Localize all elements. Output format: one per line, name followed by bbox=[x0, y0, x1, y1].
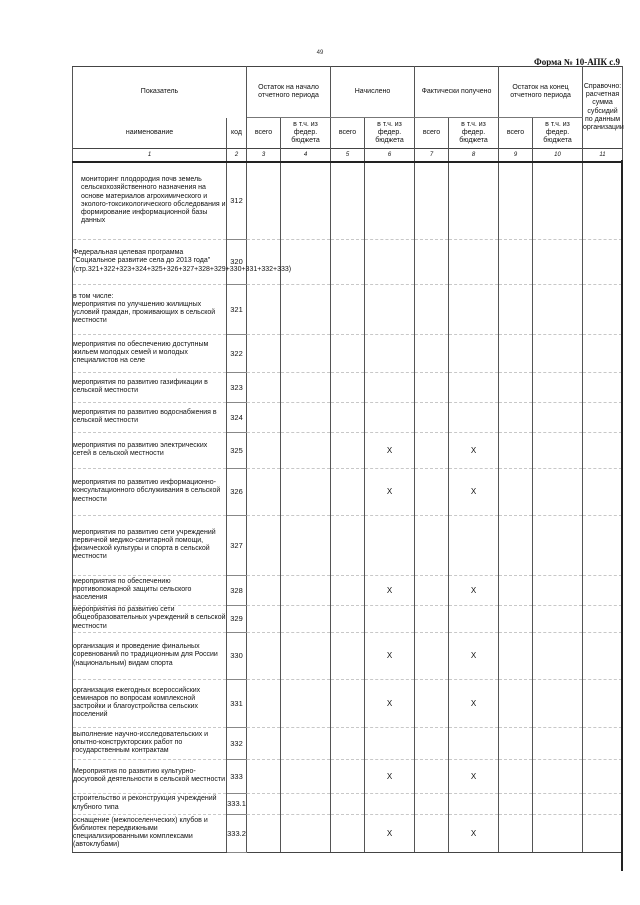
value-cell-col-11 bbox=[583, 814, 623, 852]
value-cell-col-6: X bbox=[365, 575, 415, 605]
value-cell-col-6: X bbox=[365, 759, 415, 793]
value-cell-col-4 bbox=[281, 432, 331, 468]
table-row bbox=[73, 515, 623, 575]
value-cell-col-7 bbox=[415, 372, 449, 402]
row-name: Федеральная целевая программа "Социальное развитие села до 2013 года" (стр.321+322+323+324+325+326+327+328+329+330+331+332+333) bbox=[73, 239, 227, 284]
value-cell-col-8 bbox=[449, 334, 499, 372]
federal-header: в т.ч. из федер. бюджета bbox=[449, 118, 499, 149]
value-cell-col-5 bbox=[331, 632, 365, 679]
value-cell-col-6 bbox=[365, 727, 415, 759]
federal-header: в т.ч. из федер. бюджета bbox=[365, 118, 415, 149]
value-cell-col-8 bbox=[449, 402, 499, 432]
row-name: мероприятия по обеспечению доступным жильем молодых семей и молодых специалистов на селе bbox=[73, 334, 227, 372]
row-code: 327 bbox=[227, 515, 247, 575]
value-cell-col-10 bbox=[533, 759, 583, 793]
value-cell-col-8 bbox=[449, 239, 499, 284]
column-number: 2 bbox=[227, 149, 247, 163]
value-cell-col-4 bbox=[281, 632, 331, 679]
value-cell-col-8 bbox=[449, 793, 499, 814]
value-cell-col-11 bbox=[583, 632, 623, 679]
value-cell-col-4 bbox=[281, 515, 331, 575]
value-cell-col-11 bbox=[583, 679, 623, 727]
column-number: 7 bbox=[415, 149, 449, 163]
value-cell-col-5 bbox=[331, 162, 365, 239]
value-cell-col-3 bbox=[247, 515, 281, 575]
table-row bbox=[73, 402, 623, 432]
column-number: 9 bbox=[499, 149, 533, 163]
value-cell-col-9 bbox=[499, 468, 533, 515]
value-cell-col-4 bbox=[281, 372, 331, 402]
value-cell-col-8 bbox=[449, 284, 499, 334]
value-cell-col-7 bbox=[415, 632, 449, 679]
rows-body bbox=[73, 162, 623, 852]
value-cell-col-5 bbox=[331, 575, 365, 605]
value-cell-col-10 bbox=[533, 575, 583, 605]
total-header: всего bbox=[331, 118, 365, 149]
value-cell-col-5 bbox=[331, 727, 365, 759]
value-cell-col-4 bbox=[281, 759, 331, 793]
value-cell-col-9 bbox=[499, 372, 533, 402]
received-header: Фактически получено bbox=[415, 67, 499, 118]
row-name: строительство и реконструкция учреждений клубного типа bbox=[73, 793, 227, 814]
row-code: 331 bbox=[227, 679, 247, 727]
row-code: 329 bbox=[227, 605, 247, 632]
value-cell-col-10 bbox=[533, 632, 583, 679]
value-cell-col-5 bbox=[331, 432, 365, 468]
row-code: 332 bbox=[227, 727, 247, 759]
column-number: 10 bbox=[533, 149, 583, 163]
row-code: 333.1 bbox=[227, 793, 247, 814]
value-cell-col-4 bbox=[281, 402, 331, 432]
table-row bbox=[73, 759, 623, 793]
value-cell-col-3 bbox=[247, 605, 281, 632]
value-cell-col-7 bbox=[415, 759, 449, 793]
page-number: 49 bbox=[316, 50, 324, 56]
value-cell-col-7 bbox=[415, 727, 449, 759]
value-cell-col-7 bbox=[415, 432, 449, 468]
value-cell-col-3 bbox=[247, 432, 281, 468]
value-cell-col-11 bbox=[583, 515, 623, 575]
value-cell-col-9 bbox=[499, 515, 533, 575]
value-cell-col-6 bbox=[365, 239, 415, 284]
value-cell-col-4 bbox=[281, 679, 331, 727]
row-name: оснащение (межпоселенческих) клубов и библиотек передвижными специализированными комплексами (автоклубами) bbox=[73, 814, 227, 852]
value-cell-col-9 bbox=[499, 793, 533, 814]
value-cell-col-10 bbox=[533, 727, 583, 759]
value-cell-col-7 bbox=[415, 793, 449, 814]
value-cell-col-10 bbox=[533, 239, 583, 284]
row-code: 320 bbox=[227, 239, 247, 284]
row-code: 322 bbox=[227, 334, 247, 372]
value-cell-col-11 bbox=[583, 727, 623, 759]
value-cell-col-10 bbox=[533, 372, 583, 402]
value-cell-col-11 bbox=[583, 759, 623, 793]
table-row bbox=[73, 575, 623, 605]
value-cell-col-8 bbox=[449, 162, 499, 239]
form-label: Форма № 10-АПК с.9 bbox=[533, 57, 620, 67]
value-cell-col-5 bbox=[331, 334, 365, 372]
value-cell-col-11 bbox=[583, 793, 623, 814]
value-cell-col-3 bbox=[247, 162, 281, 239]
value-cell-col-7 bbox=[415, 679, 449, 727]
row-name: мероприятия по развитию сети общеобразовательных учреждений в сельской местности bbox=[73, 605, 227, 632]
column-number: 11 bbox=[583, 149, 623, 163]
column-number: 1 bbox=[73, 149, 227, 163]
row-code: 333.2 bbox=[227, 814, 247, 852]
value-cell-col-6 bbox=[365, 402, 415, 432]
accrued-header: Начислено bbox=[331, 67, 415, 118]
value-cell-col-11 bbox=[583, 162, 623, 239]
value-cell-col-8: X bbox=[449, 632, 499, 679]
frame-line bbox=[621, 160, 623, 871]
value-cell-col-6: X bbox=[365, 468, 415, 515]
value-cell-col-3 bbox=[247, 793, 281, 814]
table-row bbox=[73, 162, 623, 239]
value-cell-col-6: X bbox=[365, 814, 415, 852]
value-cell-col-4 bbox=[281, 793, 331, 814]
value-cell-col-6 bbox=[365, 793, 415, 814]
name-header: наименование bbox=[73, 118, 227, 149]
value-cell-col-10 bbox=[533, 162, 583, 239]
row-name: выполнение научно-исследовательских и опытно-конструкторских работ по государственным контрактам bbox=[73, 727, 227, 759]
row-code: 321 bbox=[227, 284, 247, 334]
value-cell-col-10 bbox=[533, 402, 583, 432]
value-cell-col-11 bbox=[583, 402, 623, 432]
value-cell-col-3 bbox=[247, 727, 281, 759]
value-cell-col-4 bbox=[281, 162, 331, 239]
table-row bbox=[73, 605, 623, 632]
value-cell-col-5 bbox=[331, 814, 365, 852]
value-cell-col-11 bbox=[583, 284, 623, 334]
value-cell-col-7 bbox=[415, 468, 449, 515]
value-cell-col-7 bbox=[415, 239, 449, 284]
value-cell-col-7 bbox=[415, 162, 449, 239]
value-cell-col-3 bbox=[247, 759, 281, 793]
column-number: 8 bbox=[449, 149, 499, 163]
value-cell-col-5 bbox=[331, 372, 365, 402]
value-cell-col-9 bbox=[499, 727, 533, 759]
column-number: 6 bbox=[365, 149, 415, 163]
value-cell-col-7 bbox=[415, 575, 449, 605]
row-code: 324 bbox=[227, 402, 247, 432]
value-cell-col-7 bbox=[415, 605, 449, 632]
value-cell-col-5 bbox=[331, 793, 365, 814]
value-cell-col-4 bbox=[281, 239, 331, 284]
row-name: организация ежегодных всероссийских семинаров по вопросам комплексной застройки и благоустройства сельских поселений bbox=[73, 679, 227, 727]
row-code: 325 bbox=[227, 432, 247, 468]
value-cell-col-11 bbox=[583, 575, 623, 605]
value-cell-col-5 bbox=[331, 468, 365, 515]
total-header: всего bbox=[415, 118, 449, 149]
row-code: 328 bbox=[227, 575, 247, 605]
table-row bbox=[73, 372, 623, 402]
row-name: мероприятия по развитию сети учреждений первичной медико-санитарной помощи, физической культуры и спорта в сельской местности bbox=[73, 515, 227, 575]
value-cell-col-11 bbox=[583, 468, 623, 515]
federal-header: в т.ч. из федер. бюджета bbox=[281, 118, 331, 149]
value-cell-col-8: X bbox=[449, 814, 499, 852]
value-cell-col-4 bbox=[281, 605, 331, 632]
table-row bbox=[73, 727, 623, 759]
value-cell-col-3 bbox=[247, 372, 281, 402]
value-cell-col-5 bbox=[331, 605, 365, 632]
value-cell-col-8 bbox=[449, 605, 499, 632]
value-cell-col-3 bbox=[247, 284, 281, 334]
row-name: мониторинг плодородия почв земель сельскохозяйственного назначения на основе материалов агрохимического и эколого-токсикологического обследования и формирование информационной базы данных bbox=[73, 162, 227, 239]
value-cell-col-3 bbox=[247, 632, 281, 679]
value-cell-col-8 bbox=[449, 727, 499, 759]
value-cell-col-11 bbox=[583, 605, 623, 632]
value-cell-col-8: X bbox=[449, 468, 499, 515]
value-cell-col-9 bbox=[499, 632, 533, 679]
value-cell-col-3 bbox=[247, 334, 281, 372]
value-cell-col-6 bbox=[365, 605, 415, 632]
value-cell-col-7 bbox=[415, 515, 449, 575]
value-cell-col-3 bbox=[247, 814, 281, 852]
value-cell-col-4 bbox=[281, 284, 331, 334]
table-row bbox=[73, 468, 623, 515]
value-cell-col-10 bbox=[533, 515, 583, 575]
value-cell-col-6: X bbox=[365, 432, 415, 468]
value-cell-col-8 bbox=[449, 515, 499, 575]
value-cell-col-7 bbox=[415, 334, 449, 372]
row-code: 330 bbox=[227, 632, 247, 679]
value-cell-col-9 bbox=[499, 284, 533, 334]
table-row bbox=[73, 814, 623, 852]
value-cell-col-5 bbox=[331, 679, 365, 727]
row-name: организация и проведение финальных соревнований по традиционным для России (национальным) видам спорта bbox=[73, 632, 227, 679]
row-code: 323 bbox=[227, 372, 247, 402]
value-cell-col-9 bbox=[499, 575, 533, 605]
value-cell-col-9 bbox=[499, 162, 533, 239]
value-cell-col-6 bbox=[365, 515, 415, 575]
table-row bbox=[73, 793, 623, 814]
value-cell-col-5 bbox=[331, 402, 365, 432]
value-cell-col-10 bbox=[533, 284, 583, 334]
value-cell-col-9 bbox=[499, 814, 533, 852]
value-cell-col-9 bbox=[499, 432, 533, 468]
value-cell-col-10 bbox=[533, 793, 583, 814]
value-cell-col-11 bbox=[583, 432, 623, 468]
value-cell-col-4 bbox=[281, 575, 331, 605]
value-cell-col-11 bbox=[583, 334, 623, 372]
value-cell-col-6 bbox=[365, 334, 415, 372]
reference-header: Справочно: расчетная сумма субсидий по данным организации bbox=[583, 67, 623, 149]
value-cell-col-9 bbox=[499, 239, 533, 284]
row-code: 312 bbox=[227, 162, 247, 239]
value-cell-col-7 bbox=[415, 814, 449, 852]
value-cell-col-9 bbox=[499, 605, 533, 632]
total-header: всего bbox=[247, 118, 281, 149]
value-cell-col-8: X bbox=[449, 759, 499, 793]
value-cell-col-4 bbox=[281, 814, 331, 852]
value-cell-col-11 bbox=[583, 239, 623, 284]
value-cell-col-3 bbox=[247, 679, 281, 727]
value-cell-col-10 bbox=[533, 679, 583, 727]
value-cell-col-5 bbox=[331, 515, 365, 575]
indicator-header: Показатель bbox=[73, 67, 247, 118]
form-table bbox=[72, 66, 623, 853]
value-cell-col-5 bbox=[331, 284, 365, 334]
value-cell-col-6: X bbox=[365, 679, 415, 727]
table-row bbox=[73, 284, 623, 334]
row-code: 333 bbox=[227, 759, 247, 793]
value-cell-col-8: X bbox=[449, 575, 499, 605]
value-cell-col-3 bbox=[247, 575, 281, 605]
value-cell-col-5 bbox=[331, 239, 365, 284]
column-number: 4 bbox=[281, 149, 331, 163]
row-name: мероприятия по развитию информационно-консультационного обслуживания в сельской местности bbox=[73, 468, 227, 515]
value-cell-col-10 bbox=[533, 605, 583, 632]
value-cell-col-9 bbox=[499, 334, 533, 372]
federal-header: в т.ч. из федер. бюджета bbox=[533, 118, 583, 149]
code-header: код bbox=[227, 118, 247, 149]
value-cell-col-6: X bbox=[365, 632, 415, 679]
row-name: мероприятия по развитию газификации в сельской местности bbox=[73, 372, 227, 402]
total-header: всего bbox=[499, 118, 533, 149]
value-cell-col-10 bbox=[533, 468, 583, 515]
table-row bbox=[73, 334, 623, 372]
value-cell-col-9 bbox=[499, 679, 533, 727]
table-row bbox=[73, 432, 623, 468]
value-cell-col-10 bbox=[533, 814, 583, 852]
row-name: Мероприятия по развитию культурно-досуговой деятельности в сельской местности bbox=[73, 759, 227, 793]
row-code: 326 bbox=[227, 468, 247, 515]
value-cell-col-3 bbox=[247, 402, 281, 432]
value-cell-col-3 bbox=[247, 239, 281, 284]
value-cell-col-9 bbox=[499, 402, 533, 432]
value-cell-col-7 bbox=[415, 284, 449, 334]
value-cell-col-4 bbox=[281, 334, 331, 372]
column-number: 3 bbox=[247, 149, 281, 163]
value-cell-col-11 bbox=[583, 372, 623, 402]
value-cell-col-8 bbox=[449, 372, 499, 402]
value-cell-col-7 bbox=[415, 402, 449, 432]
column-number: 5 bbox=[331, 149, 365, 163]
value-cell-col-5 bbox=[331, 759, 365, 793]
table-row bbox=[73, 679, 623, 727]
row-name: мероприятия по развитию электрических сетей в сельской местности bbox=[73, 432, 227, 468]
value-cell-col-6 bbox=[365, 372, 415, 402]
value-cell-col-6 bbox=[365, 162, 415, 239]
value-cell-col-9 bbox=[499, 759, 533, 793]
value-cell-col-10 bbox=[533, 432, 583, 468]
table-row bbox=[73, 239, 623, 284]
value-cell-col-3 bbox=[247, 468, 281, 515]
row-name: в том числе: мероприятия по улучшению жилищных условий граждан, проживающих в сельской местности bbox=[73, 284, 227, 334]
row-name: мероприятия по развитию водоснабжения в сельской местности bbox=[73, 402, 227, 432]
value-cell-col-8: X bbox=[449, 432, 499, 468]
value-cell-col-8: X bbox=[449, 679, 499, 727]
balance-start-header: Остаток на начало отчетного периода bbox=[247, 67, 331, 118]
table-row bbox=[73, 632, 623, 679]
value-cell-col-4 bbox=[281, 727, 331, 759]
value-cell-col-6 bbox=[365, 284, 415, 334]
balance-end-header: Остаток на конец отчетного периода bbox=[499, 67, 583, 118]
value-cell-col-4 bbox=[281, 468, 331, 515]
row-name: мероприятия по обеспечению противопожарной защиты сельского населения bbox=[73, 575, 227, 605]
value-cell-col-10 bbox=[533, 334, 583, 372]
